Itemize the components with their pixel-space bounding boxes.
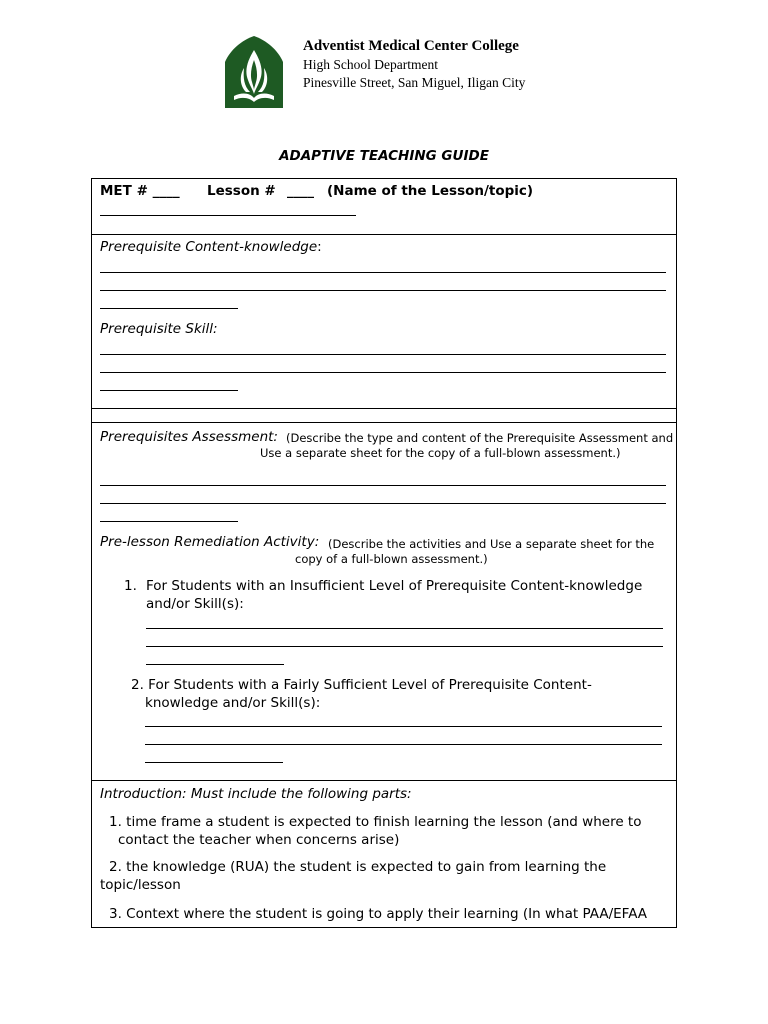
- remediation-item-1-text-2: and/or Skill(s):: [146, 596, 244, 612]
- answer-line: [100, 354, 666, 355]
- answer-line: [100, 503, 666, 504]
- answer-line: [100, 372, 666, 373]
- introduction-item-3: 3. Context where the student is going to apply their learning (In what PAA/EFAA: [109, 906, 648, 922]
- lesson-label: Lesson #: [207, 183, 276, 199]
- lesson-blank: ____: [287, 183, 314, 199]
- answer-line: [146, 628, 663, 629]
- document-title: ADAPTIVE TEACHING GUIDE: [279, 148, 489, 164]
- introduction-section: [91, 780, 677, 928]
- school-department: High School Department: [303, 57, 438, 72]
- answer-line: [145, 744, 662, 745]
- met-lesson-section: [91, 178, 677, 235]
- answer-line: [100, 290, 666, 291]
- remediation-item-2-text: 2. For Students with a Fairly Sufficient Level of Prerequisite Content-: [131, 677, 592, 693]
- school-logo-icon: [224, 36, 284, 110]
- introduction-item-1: 1. time frame a student is expected to finish learning the lesson (and where to: [109, 814, 642, 830]
- introduction-item-2: 2. the knowledge (RUA) the student is expected to gain from learning the: [109, 859, 607, 875]
- remediation-description-1: (Describe the activities and Use a separate sheet for the: [328, 537, 655, 551]
- prerequisite-skill-label: Prerequisite Skill:: [100, 321, 218, 337]
- spacer-row: [91, 408, 677, 423]
- answer-line: [145, 726, 662, 727]
- answer-line: [100, 485, 666, 486]
- remediation-item-2-text-2: knowledge and/or Skill(s):: [145, 695, 321, 711]
- introduction-item-1-continued: contact the teacher when concerns arise): [118, 832, 400, 848]
- remediation-description-2: copy of a full-blown assessment.): [295, 552, 488, 566]
- introduction-item-2-continued: topic/lesson: [100, 877, 181, 893]
- remediation-item-1-text: For Students with an Insufficient Level of Prerequisite Content-knowledge: [146, 578, 643, 594]
- prerequisite-content-label: Prerequisite Content-knowledge:: [100, 239, 322, 255]
- answer-line: [146, 646, 663, 647]
- remediation-label: Pre-lesson Remediation Activity:: [100, 534, 320, 550]
- lesson-name-label: (Name of the Lesson/topic): [327, 183, 534, 199]
- answer-line: [100, 272, 666, 273]
- school-info: [303, 37, 525, 92]
- prerequisites-assessment-label: Prerequisites Assessment:: [100, 429, 278, 445]
- remediation-item-1-number: 1.: [124, 578, 137, 594]
- school-name: Adventist Medical Center College: [303, 38, 519, 54]
- answer-line: [145, 762, 283, 763]
- answer-line: [100, 521, 238, 522]
- answer-line: [100, 308, 238, 309]
- school-header: [224, 36, 564, 112]
- lesson-name-blank-line: [100, 215, 356, 216]
- introduction-label: Introduction: Must include the following parts:: [100, 786, 412, 802]
- met-label: MET # ____: [100, 183, 180, 199]
- answer-line: [100, 390, 238, 391]
- assessment-description-2: Use a separate sheet for the copy of a full-blown assessment.): [260, 446, 621, 460]
- prerequisites-section: [91, 234, 677, 409]
- assessment-description-1: (Describe the type and content of the Prerequisite Assessment and: [286, 431, 674, 445]
- school-address: Pinesville Street, San Miguel, Iligan City: [303, 75, 526, 90]
- assessment-section: [91, 422, 677, 781]
- answer-line: [146, 664, 284, 665]
